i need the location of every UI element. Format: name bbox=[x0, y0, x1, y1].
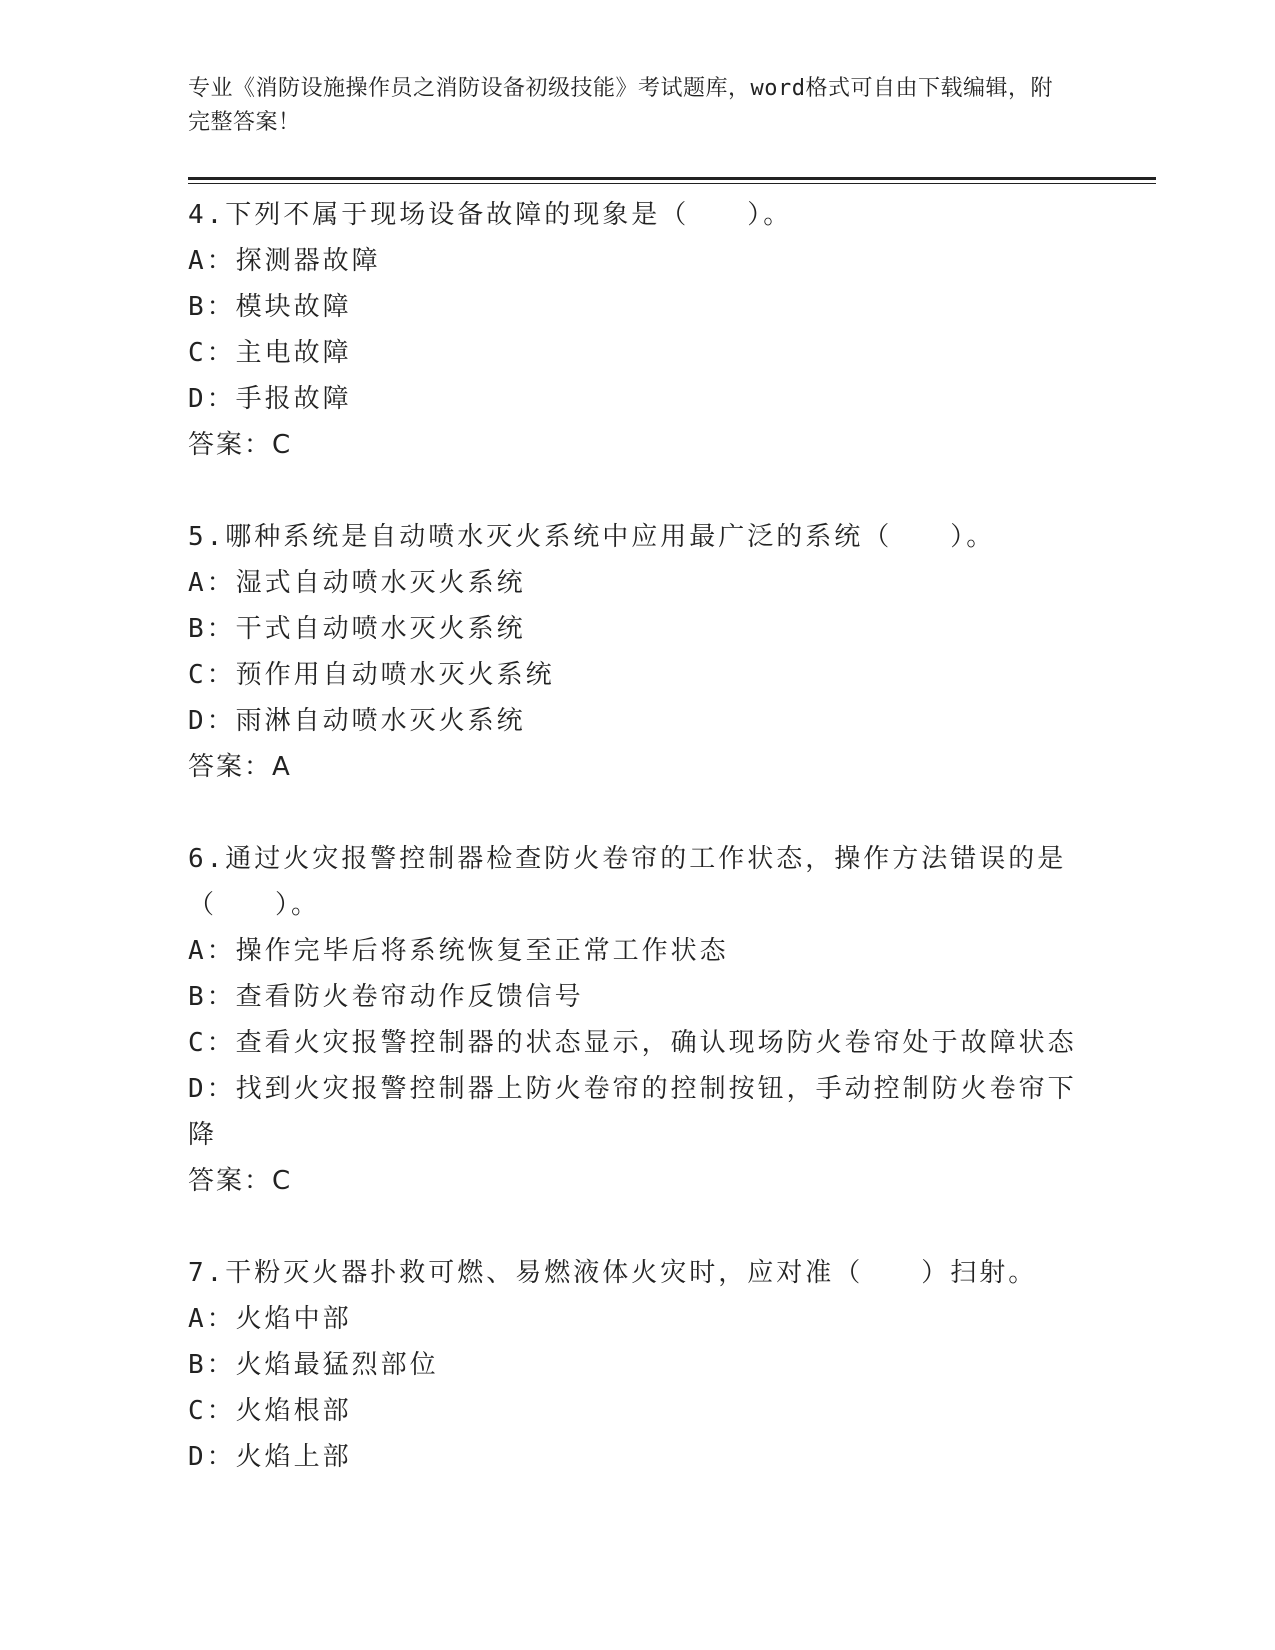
option-a: A：湿式自动喷水灭火系统 bbox=[188, 568, 526, 598]
option-d: D：手报故障 bbox=[188, 384, 352, 414]
option-b: B：模块故障 bbox=[188, 292, 352, 322]
option-c: C：预作用自动喷水灭火系统 bbox=[188, 660, 555, 690]
spacer bbox=[188, 1204, 1088, 1250]
question-stem: 7.干粉灭火器扑救可燃、易燃液体火灾时，应对准（ ）扫射。 bbox=[188, 1258, 1038, 1288]
option-a: A：火焰中部 bbox=[188, 1304, 352, 1334]
option-b: B：查看防火卷帘动作反馈信号 bbox=[188, 982, 584, 1012]
option-d: D：找到火灾报警控制器上防火卷帘的控制按钮，手动控制防火卷帘下降 bbox=[188, 1074, 1077, 1150]
question-7 bbox=[188, 1250, 1088, 1480]
question-stem: 6.通过火灾报警控制器检查防火卷帘的工作状态，操作方法错误的是（ ）。 bbox=[188, 844, 1067, 920]
option-b: B：干式自动喷水灭火系统 bbox=[188, 614, 526, 644]
option-c: C：火焰根部 bbox=[188, 1396, 352, 1426]
option-a: A：操作完毕后将系统恢复至正常工作状态 bbox=[188, 936, 729, 966]
question-stem: 5.哪种系统是自动喷水灭火系统中应用最广泛的系统（ ）。 bbox=[188, 522, 996, 552]
option-b: B：火焰最猛烈部位 bbox=[188, 1350, 439, 1380]
header-rule-thin bbox=[188, 183, 1156, 184]
option-d: D：雨淋自动喷水灭火系统 bbox=[188, 706, 526, 736]
question-list bbox=[188, 192, 1088, 1480]
option-c: C：主电故障 bbox=[188, 338, 352, 368]
option-d: D：火焰上部 bbox=[188, 1442, 352, 1472]
answer-line: 答案：C bbox=[188, 1166, 293, 1196]
header-rule-thick bbox=[188, 177, 1156, 180]
answer-line: 答案：C bbox=[188, 430, 293, 460]
spacer bbox=[188, 468, 1088, 514]
question-6 bbox=[188, 836, 1088, 1204]
question-4 bbox=[188, 192, 1088, 468]
option-a: A：探测器故障 bbox=[188, 246, 381, 276]
option-c: C：查看火灾报警控制器的状态显示，确认现场防火卷帘处于故障状态 bbox=[188, 1028, 1077, 1058]
answer-line: 答案：A bbox=[188, 752, 292, 782]
question-5 bbox=[188, 514, 1088, 790]
document-header: 专业《消防设施操作员之消防设备初级技能》考试题库，word格式可自由下载编辑，附完整答案！ bbox=[188, 76, 1053, 135]
question-stem: 4.下列不属于现场设备故障的现象是（ ）。 bbox=[188, 200, 793, 230]
spacer bbox=[188, 790, 1088, 836]
